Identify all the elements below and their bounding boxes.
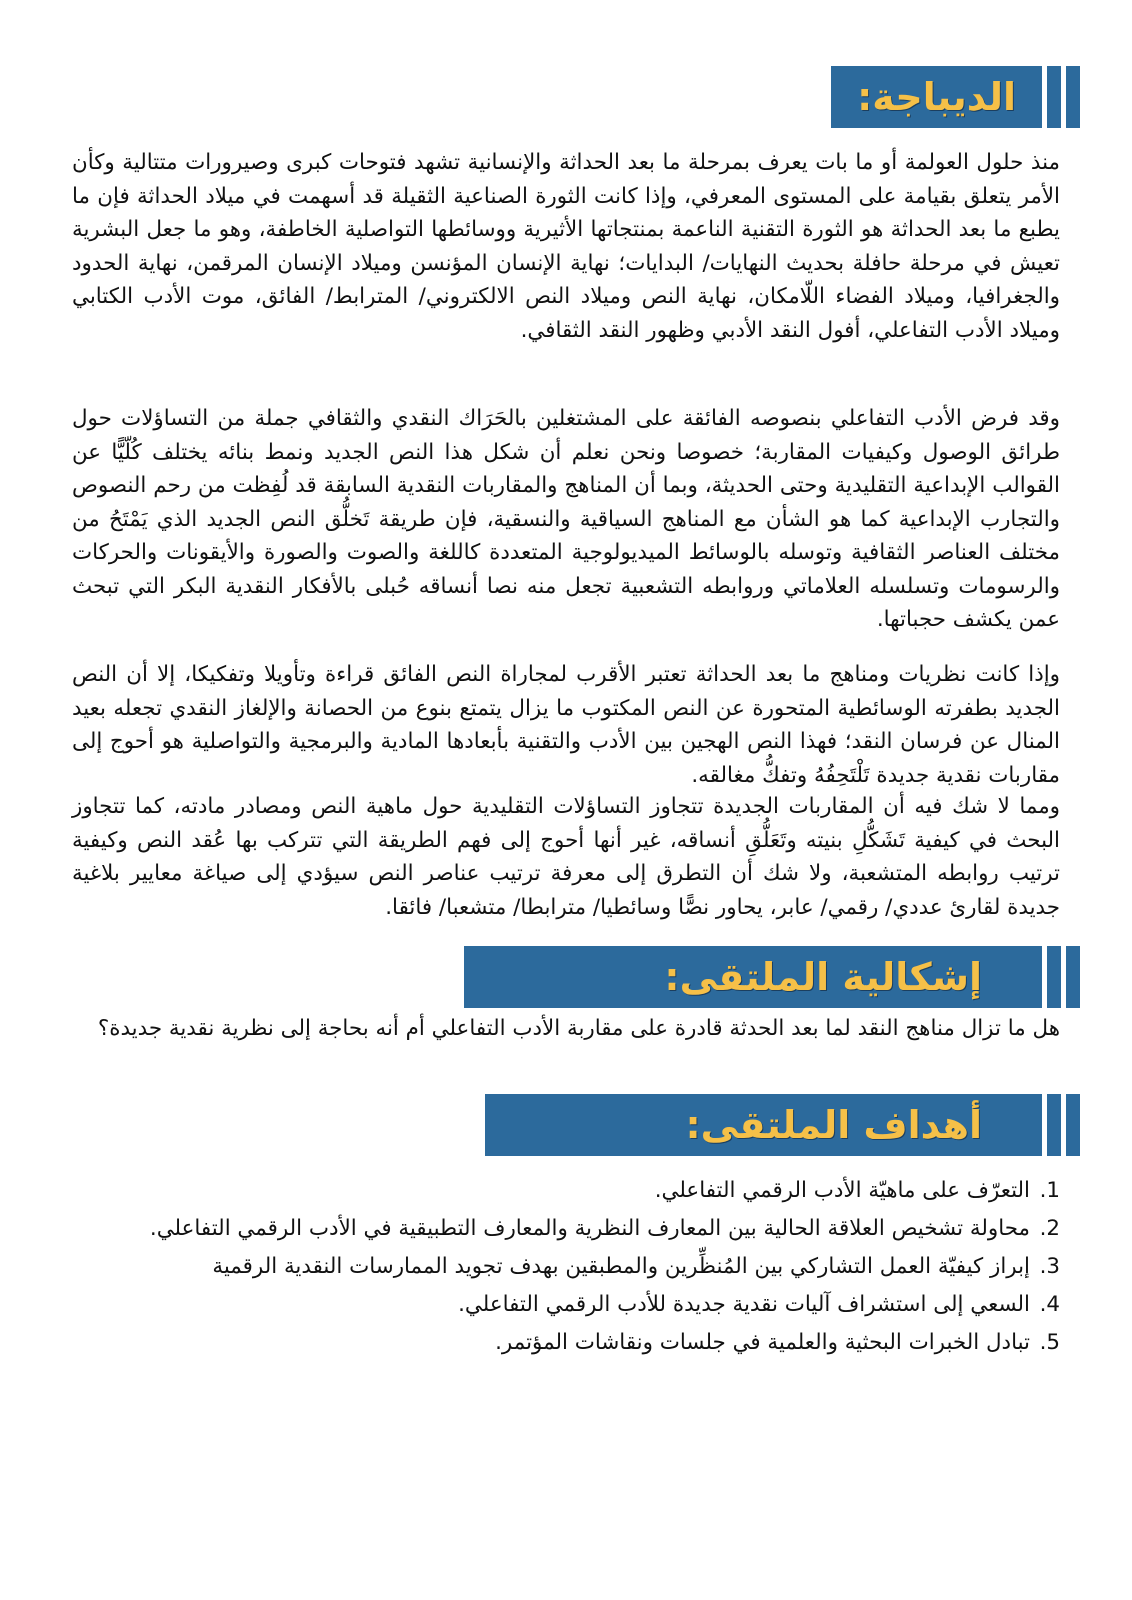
banner-stripe <box>1047 1094 1061 1156</box>
goals-heading: أهداف الملتقى: <box>485 1094 1042 1156</box>
preamble-paragraph-3: وإذا كانت نظريات ومناهج ما بعد الحداثة تعتبر الأقرب لمجاراة النص الفائق قراءة وتأويلا وتفكيكا، إلا أن النص الجديد بطفرته الوسائطية المتحورة عن النص المكتوب ما يزال يتمتع بنوع من الحصانة والإلغاز النقدي تجعله بعيد المنال عن فرسان النقد؛ فهذا النص الهجين بين الأدب والتقنية بأبعادها المادية والبرمجية والتواصلية هو أحوج إلى مقاربات نقدية جديدة تَلْتَحِفُهُ وتفكُّ مغالقه. <box>72 662 1060 788</box>
preamble-paragraph-2: وقد فرض الأدب التفاعلي بنصوصه الفائقة على المشتغلين بالحَرَاك النقدي والثقافي جملة من التساؤلات حول طرائق الوصول وكيفيات المقاربة؛ خصوصا ونحن نعلم أن شكل هذا النص الجديد ونمط بنائه يختلف كُلّيًّا عن القوالب الإبداعية التقليدية وحتى الحديثة، وبما أن المناهج والمقاربات النقدية السابقة قد لُفِظت من رحم النصوص والتجارب الإبداعية كما هو الشأن مع المناهج السياقية والنسقية، فإن طريقة تَخلُّق النص الجديد الذي يَمْتَحُ من مختلف العناصر الثقافية وتوسله بالوسائط الميديولوجية المتعددة كاللغة والصوت والصورة والأيقونات والحركات والرسومات وتسلسله العلاماتي وروابطه التشعبية تجعل منه نصا أنساقه حُبلى بالأفكار النقدية البكر التي تبحث عمن يكشف حجباتها. <box>72 406 1060 632</box>
list-item <box>70 1286 1060 1324</box>
goals-heading-banner <box>485 1094 1080 1156</box>
preamble-paragraph-1: منذ حلول العولمة أو ما بات يعرف بمرحلة ما بعد الحداثة والإنسانية تشهد فتوحات كبرى وصيرورات متتالية وكأن الأمر يتعلق بقيامة على المستوى المعرفي، وإذا كانت الثورة الصناعية الثقيلة قد أسهمت في ميلاد الحداثة فإن ما يطبع ما بعد الحداثة هو الثورة التقنية الناعمة بمنتجاتها الأثيرية ووسائطها التواصلية الخاطفة، وهو ما جعل البشرية تعيش في مرحلة حافلة بحديث النهايات/ البدايات؛ نهاية الإنسان المؤنسن وميلاد الإنسان المرقمن، نهاية الحدود والجغرافيا، وميلاد الفضاء اللّامكان، نهاية النص وميلاد النص الالكتروني/ المترابط/ الفائق، موت الأدب الكتابي وميلاد الأدب التفاعلي، أفول النقد الأدبي وظهور النقد الثقافي. <box>72 150 1060 343</box>
list-item <box>70 1172 1060 1210</box>
preamble-paragraph-4: ومما لا شك فيه أن المقاربات الجديدة تتجاوز التساؤلات التقليدية حول ماهية النص ومصادر مادته، كما تتجاوز البحث في كيفية تَشَكُّلِ بنيته وتَعَلُّقِ أنساقه، غير أنها أحوج إلى فهم الطريقة التي تتركب بها عُقد النص وكيفية ترتيب روابطه المتشعبة، ولا شك أن التطرق إلى معرفة ترتيب عناصر النص سيؤدي إلى صياغة معايير بلاغية جديدة لقارئ عددي/ رقمي/ عابر، يحاور نصًّا وسائطيا/ مترابطا/ متشعبا/ فائقا. <box>72 794 1060 920</box>
preamble-heading-banner <box>831 66 1080 128</box>
goal-text: محاولة تشخيص العلاقة الحالية بين المعارف النظرية والمعارف التطبيقية في الأدب الرقمي التفاعلي. <box>149 1216 1030 1241</box>
goals-list <box>70 1172 1060 1362</box>
goal-number: 4. <box>1039 1292 1060 1317</box>
goal-number: 3. <box>1039 1254 1060 1279</box>
goal-number: 5. <box>1039 1330 1060 1355</box>
banner-stripe <box>1066 946 1080 1008</box>
banner-stripe <box>1066 1094 1080 1156</box>
goal-number: 1. <box>1039 1178 1060 1203</box>
list-item <box>70 1248 1060 1286</box>
banner-stripe <box>1047 66 1061 128</box>
goal-text: تبادل الخبرات البحثية والعلمية في جلسات ونقاشات المؤتمر. <box>495 1330 1030 1355</box>
list-item <box>70 1324 1060 1362</box>
problem-question: هل ما تزال مناهج النقد لما بعد الحدثة قادرة على مقاربة الأدب التفاعلي أم أنه بحاجة إلى نظرية نقدية جديدة؟ <box>97 1016 1060 1041</box>
preamble-heading: الديباجة: <box>831 66 1042 128</box>
goal-text: السعي إلى استشراف آليات نقدية جديدة للأدب الرقمي التفاعلي. <box>458 1292 1030 1317</box>
list-item <box>70 1210 1060 1248</box>
banner-stripe <box>1066 66 1080 128</box>
goal-number: 2. <box>1039 1216 1060 1241</box>
problem-heading: إشكالية الملتقى: <box>464 946 1042 1008</box>
goal-text: إبراز كيفيّة العمل التشاركي بين المُنظِّرين والمطبقين بهدف تجويد الممارسات النقدية الرقمية <box>212 1254 1030 1279</box>
problem-heading-banner <box>464 946 1080 1008</box>
goal-text: التعرّف على ماهيّة الأدب الرقمي التفاعلي. <box>654 1178 1030 1203</box>
banner-stripe <box>1047 946 1061 1008</box>
